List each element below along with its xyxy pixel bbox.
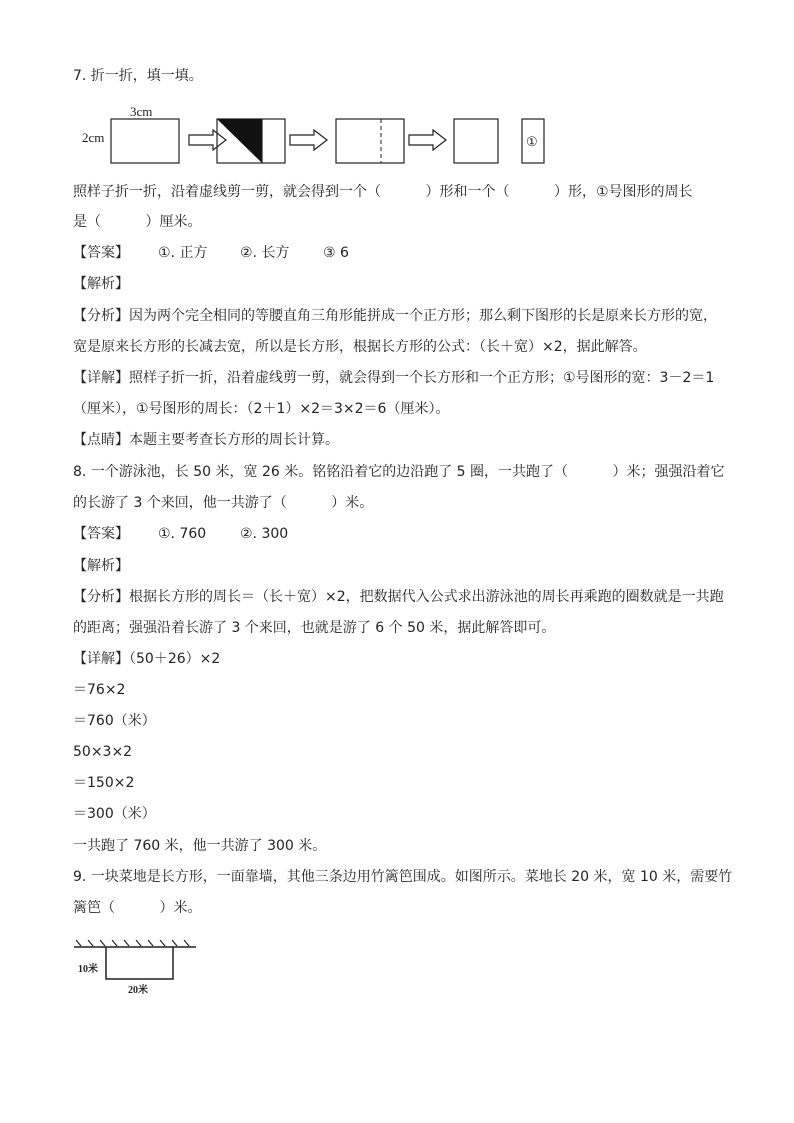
q8-step-2: ＝76×2 — [73, 682, 126, 698]
q7-width-label: 3cm — [130, 104, 153, 119]
q7-fenxi-line1: 【分析】因为两个完全相同的等腰直角三角形能拼成一个正方形；那么剩下图形的长是原来长方形的宽， — [73, 308, 717, 324]
q7-answer-1: ①. 正方 — [158, 245, 208, 261]
q7-fenxi-line2: 宽是原来长方形的长减去宽，所以是长方形，根据长方形的公式：（长＋宽）×2，据此解答。 — [73, 339, 647, 355]
q7-circle-label: ① — [526, 134, 538, 149]
q9-width-label: 10米 — [78, 964, 98, 975]
q8-step-5: ＝150×2 — [73, 775, 135, 791]
q7-question-line2: 是（ ）厘米。 — [73, 214, 202, 230]
q9-garden-figure — [72, 935, 202, 997]
q7-square — [454, 119, 498, 163]
q7-arrow-2 — [290, 130, 327, 150]
q7-jiexi: 【解析】 — [73, 276, 129, 292]
q9-fence — [106, 947, 173, 979]
q8-question-line1: 8. 一个游泳池，长 50 米，宽 26 米。铭铭沿着它的边沿跑了 5 圈，一共跑了（ ）米；强强沿着它 — [73, 464, 725, 480]
q8-answer-2: ②. 300 — [240, 526, 289, 542]
q7-arrow-3 — [409, 130, 446, 150]
q7-answer-label: 【答案】 — [73, 245, 129, 261]
q8-question-line2: 的长游了 3 个来回，他一共游了（ ）米。 — [73, 495, 374, 511]
q9-wall-hatching — [76, 940, 189, 946]
q8-step-1: 【详解】（50＋26）×2 — [73, 651, 221, 667]
q7-arrow-1 — [189, 130, 226, 150]
q7-height-label: 2cm — [82, 130, 105, 145]
q8-answer-label: 【答案】 — [73, 526, 129, 542]
q8-fenxi-line1: 【分析】根据长方形的周长＝（长＋宽）×2，把数据代入公式求出游泳池的周长再乘跑的圈数就是一共跑 — [73, 589, 724, 605]
q8-step-4: 50×3×2 — [73, 744, 133, 760]
q7-original-rectangle — [111, 119, 179, 163]
q7-dianjing: 【点睛】本题主要考查长方形的周长计算。 — [73, 432, 339, 448]
q7-title: 7. 折一折，填一填。 — [73, 68, 203, 84]
q8-fenxi-line2: 的距离；强强沿着长游了 3 个来回，也就是游了 6 个 50 米，据此解答即可。 — [73, 620, 556, 636]
q7-xiangjie-line2: （厘米），①号图形的周长：（2＋1）×2＝3×2＝6（厘米）。 — [73, 401, 450, 417]
q8-jiexi: 【解析】 — [73, 558, 129, 574]
q7-dashed-rectangle — [336, 119, 404, 163]
q9-length-label: 20米 — [128, 985, 148, 996]
q7-question-line1: 照样子折一折，沿着虚线剪一剪，就会得到一个（ ）形和一个（ ）形，①号图形的周长 — [73, 184, 693, 200]
q8-step-6: ＝300（米） — [73, 806, 156, 822]
q9-question-line1: 9. 一块菜地是长方形，一面靠墙，其他三条边用竹篱笆围成。如图所示。菜地长 20 米，宽 10 米，需要竹 — [73, 869, 733, 885]
q7-xiangjie-line1: 【详解】照样子折一折，沿着虚线剪一剪，就会得到一个长方形和一个正方形；①号图形的宽：3－2＝1 — [73, 370, 715, 386]
q7-fold-figure — [78, 100, 558, 170]
q8-answer-1: ①. 760 — [158, 526, 207, 542]
q8-step-7: 一共跑了 760 米，他一共游了 300 米。 — [73, 838, 327, 854]
q9-question-line2: 篱笆（ ）米。 — [73, 900, 202, 916]
q8-step-3: ＝760（米） — [73, 713, 156, 729]
q7-answer-3: ③ 6 — [323, 245, 349, 261]
q7-answer-2: ②. 长方 — [240, 245, 290, 261]
